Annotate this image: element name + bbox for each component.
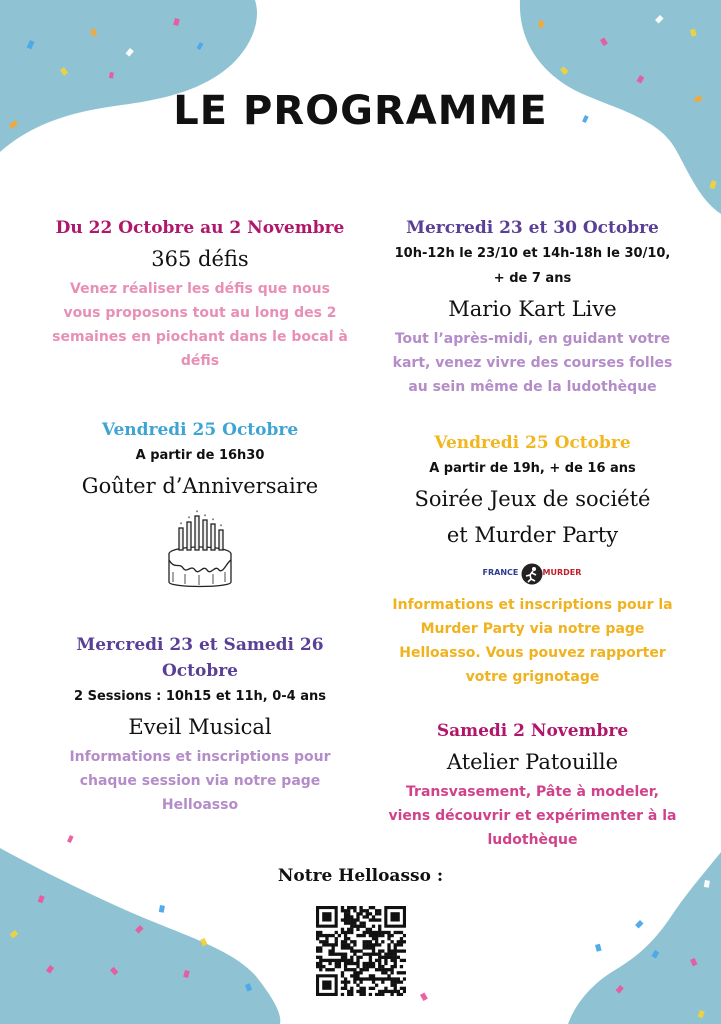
event-description-line: Informations et inscriptions pour la — [392, 597, 673, 613]
event-activity: Soirée Jeux de société — [414, 487, 651, 511]
event-description-line: Transvasement, Pâte à modeler, — [406, 784, 659, 800]
event-time: 10h-12h le 23/10 et 14h-18h le 30/10, — [394, 246, 671, 261]
event-description-line: votre grignotage — [465, 669, 600, 685]
event-date: Du 22 Octobre au 2 Novembre — [55, 218, 345, 238]
event-description-line: Murder Party via notre page — [420, 621, 645, 637]
event-description-line: vous proposons tout au long des 2 — [63, 305, 337, 321]
event-mario-kart-live — [365, 215, 700, 399]
event-description-line: au sein même de la ludothèque — [408, 379, 657, 395]
event-activity: Mario Kart Live — [448, 297, 617, 321]
event-date: Vendredi 25 Octobre — [434, 433, 631, 453]
page-title: LE PROGRAMME — [173, 88, 548, 134]
event-time: A partir de 19h, + de 16 ans — [429, 461, 636, 476]
event-activity: et Murder Party — [446, 523, 619, 547]
event-activity: Atelier Patouille — [446, 750, 619, 774]
event-date: Samedi 2 Novembre — [436, 721, 629, 741]
event-description-line: Helloasso. Vous pouvez rapporter — [399, 645, 666, 661]
event-activity: Eveil Musical — [128, 715, 272, 739]
helloasso-qr-code[interactable] — [316, 906, 406, 996]
qr-finder-pattern — [316, 906, 338, 928]
event-murder-party — [365, 430, 700, 689]
logo-text-right: MURDER — [542, 568, 582, 577]
event-date: Mercredi 23 et Samedi 26 — [76, 635, 324, 655]
event-time: A partir de 16h30 — [135, 448, 265, 463]
event-atelier-patouille — [365, 718, 700, 852]
event-date: Octobre — [161, 661, 238, 681]
event-description-line: Informations et inscriptions pour — [69, 749, 331, 765]
event-description-line: viens découvrir et expérimenter à la — [388, 808, 677, 824]
event-date: Vendredi 25 Octobre — [101, 420, 299, 440]
event-description-line: Venez réaliser les défis que nous — [70, 281, 330, 297]
event-eveil-musical — [30, 632, 370, 817]
helloasso-label: Notre Helloasso : — [277, 866, 444, 886]
event-time: + de 7 ans — [493, 271, 572, 286]
event-activity: 365 défis — [151, 247, 249, 271]
event-time: 2 Sessions : 10h15 et 11h, 0-4 ans — [74, 689, 326, 704]
event-description-line: chaque session via notre page — [79, 773, 321, 789]
event-description-line: semaines en piochant dans le bocal à — [52, 329, 348, 345]
event-activity: Goûter d’Anniversaire — [81, 474, 319, 498]
qr-finder-pattern — [316, 974, 338, 996]
event-description-line: Tout l’après-midi, en guidant votre — [394, 331, 671, 347]
event-description-line: défis — [180, 353, 220, 369]
event-description-line: Helloasso — [161, 797, 239, 813]
event-365-defis — [30, 215, 370, 373]
event-description-line: kart, venez vivre des courses folles — [392, 355, 673, 371]
event-date: Mercredi 23 et 30 Octobre — [406, 218, 659, 238]
murder-silhouette-icon — [519, 563, 545, 585]
logo-text-left: FRANCE — [482, 568, 519, 577]
qr-finder-pattern — [384, 906, 406, 928]
event-gouter-anniversaire — [30, 417, 370, 592]
birthday-cake-icon — [165, 510, 235, 592]
france-murder-logo — [483, 563, 583, 585]
event-description-line: ludothèque — [487, 832, 578, 848]
